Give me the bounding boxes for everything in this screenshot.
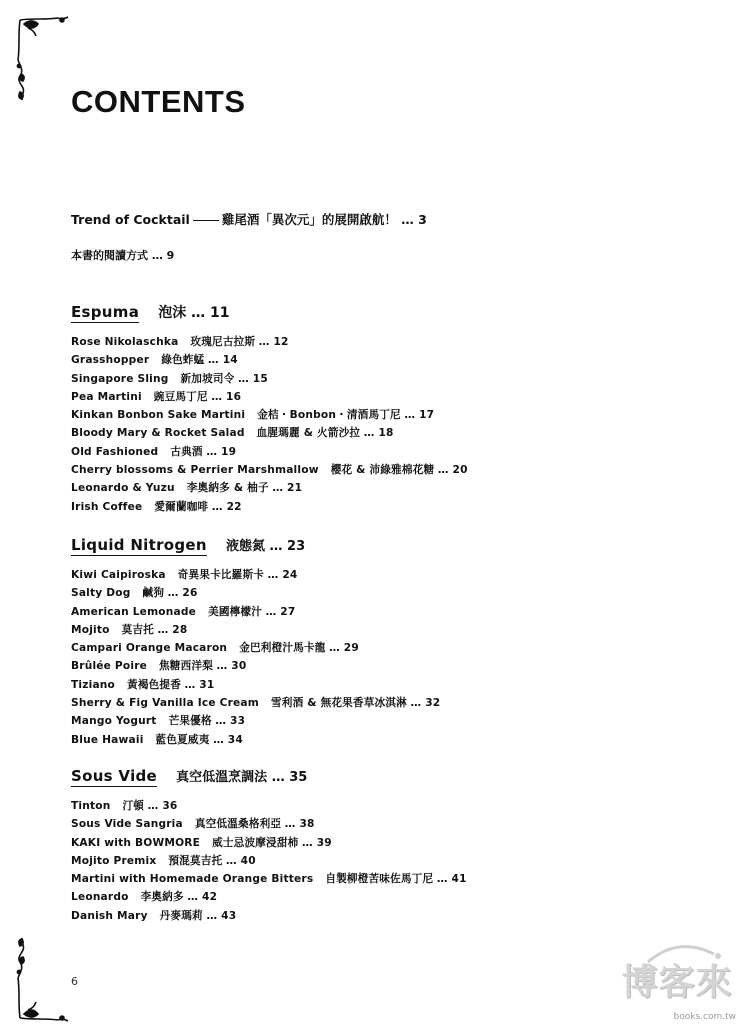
entry-title-zh: 鹹狗: [142, 587, 165, 600]
page-number: 6: [71, 975, 78, 988]
section-zh-text: 真空低溫烹調法: [176, 770, 268, 785]
section-liquid-nitrogen: [71, 535, 440, 749]
entry-title-en: American Lemonade: [71, 605, 197, 618]
intro-how-zh: 本書的閱讀方式: [71, 249, 148, 262]
entry-title-zh: 李奧納多: [140, 891, 184, 904]
entry-title-zh: 愛爾蘭咖啡: [154, 500, 209, 513]
entry-title-zh: 藍色夏威夷: [155, 733, 210, 746]
section-header: [71, 302, 468, 326]
toc-entry: [71, 424, 468, 442]
entry-title-en: Leonardo & Yuzu: [71, 482, 175, 495]
toc-entry: [71, 370, 468, 388]
toc-entry: [71, 639, 440, 657]
section-sous-vide: [71, 766, 467, 925]
entry-page: … 19: [206, 445, 237, 458]
entry-page: … 26: [167, 587, 198, 600]
entry-title-en: Kiwi Caipiroska: [71, 569, 166, 581]
toc-entry: [71, 333, 468, 351]
section-title-en: Espuma: [71, 303, 140, 321]
toc-intro-how-to-read: [71, 247, 174, 263]
entry-title-en: Sous Vide Sangria: [71, 818, 183, 831]
section-title-zh: [226, 535, 305, 554]
entry-page: … 43: [206, 909, 237, 922]
toc-entry: [71, 676, 440, 694]
entry-title-en: Rose Nikolaschka: [71, 336, 179, 348]
toc-entry: [71, 621, 440, 639]
entry-title-zh: 黃褐色提香: [127, 678, 181, 691]
entry-page: … 22: [211, 500, 242, 513]
section-title-zh: [176, 766, 307, 785]
entry-title-zh: 丹麥瑪莉: [159, 909, 203, 922]
entry-title-en: Kinkan Bonbon Sake Martini: [71, 409, 246, 422]
entry-title-en: Mojito: [71, 623, 110, 636]
entry-title-en: Irish Coffee: [71, 500, 143, 513]
entry-title-en: Tinton: [71, 800, 111, 812]
entry-title-en: Tiziano: [71, 678, 116, 691]
watermark-text: 博客來: [621, 962, 733, 1003]
watermark-url: books.com.tw: [673, 1012, 736, 1022]
entry-page: … 36: [147, 800, 178, 812]
intro-trend-zh: 雞尾酒「異次元」的展開啟航！: [221, 212, 397, 227]
entry-title-zh: 古典酒: [170, 445, 203, 458]
toc-intro-trend: [71, 210, 427, 228]
entry-title-zh: 血腥瑪麗 & 火箭沙拉: [256, 427, 361, 440]
entry-title-zh: 豌豆馬丁尼: [153, 390, 208, 403]
entry-title-en: Campari Orange Macaron: [71, 642, 228, 655]
entry-list: [71, 333, 468, 516]
corner-ornament-bottom: [14, 924, 74, 1024]
entry-title-en: Blue Hawaii: [71, 733, 144, 746]
entry-title-zh: 李奧納多 & 柚子: [186, 482, 269, 495]
toc-entry: [71, 888, 467, 906]
entry-title-en: Bloody Mary & Rocket Salad: [71, 427, 245, 440]
toc-entry: [71, 388, 468, 406]
intro-how-page: … 9: [151, 249, 175, 262]
entry-title-zh: 芒果優格: [168, 715, 212, 728]
entry-page: … 28: [157, 623, 188, 636]
entry-page: … 41: [436, 873, 467, 886]
entry-title-zh: 雪利酒 & 無花果香草冰淇淋: [270, 697, 407, 710]
entry-title-zh: 奇異果卡比羅斯卡: [177, 569, 265, 581]
entry-title-en: Sherry & Fig Vanilla Ice Cream: [71, 697, 259, 710]
toc-entry: [71, 351, 468, 369]
section-page: … 23: [269, 539, 306, 554]
intro-trend-en: Trend of Cocktail: [71, 212, 190, 227]
entry-title-en: Old Fashioned: [71, 445, 159, 458]
toc-entry: [71, 834, 467, 852]
section-page: … 11: [191, 305, 230, 321]
toc-entry: [71, 712, 440, 730]
entry-title-zh: 真空低溫桑格利亞: [194, 818, 282, 831]
entry-page: … 29: [329, 642, 359, 655]
entry-title-zh: 金巴利橙汁馬卡龍: [239, 642, 326, 655]
toc-entry: [71, 907, 467, 925]
entry-title-zh: 美國檸檬汁: [208, 605, 263, 618]
toc-entry: [71, 406, 468, 424]
intro-trend-page: … 3: [401, 212, 427, 227]
entry-title-zh: 預混莫吉托: [168, 854, 223, 867]
corner-ornament-top: [14, 14, 74, 114]
entry-title-zh: 莫吉托: [121, 623, 155, 636]
entry-page: … 38: [284, 818, 315, 831]
entry-page: … 40: [225, 854, 256, 867]
entry-page: … 17: [404, 409, 435, 422]
entry-title-zh: 玫瑰尼古拉斯: [190, 336, 256, 348]
toc-entry: [71, 657, 440, 675]
toc-entry: [71, 461, 468, 479]
entry-title-zh: 新加坡司令: [180, 372, 235, 385]
section-header: [71, 766, 467, 790]
entry-page: … 34: [213, 733, 243, 746]
entry-title-zh: 櫻花 & 沛綠雅棉花糖: [330, 464, 435, 477]
section-title-en: Liquid Nitrogen: [71, 536, 207, 554]
section-zh-text: 泡沫: [158, 305, 187, 321]
entry-title-en: Mango Yogurt: [71, 715, 157, 728]
section-espuma: [71, 302, 468, 516]
entry-page: … 32: [410, 697, 441, 710]
toc-entry: [71, 566, 440, 584]
entry-page: … 15: [238, 372, 268, 385]
entry-page: … 21: [272, 482, 303, 495]
entry-page: … 31: [184, 678, 215, 691]
entry-page: … 18: [363, 427, 394, 440]
entry-page: … 20: [437, 464, 468, 477]
toc-entry: [71, 584, 440, 602]
toc-entry: [71, 852, 467, 870]
entry-title-zh: 綠色蚱蜢: [161, 354, 205, 367]
entry-title-en: Singapore Sling: [71, 372, 169, 385]
toc-entry: [71, 731, 440, 749]
entry-title-zh: 威士忌波摩浸甜柿: [212, 836, 299, 849]
section-page: … 35: [271, 770, 308, 785]
entry-title-en: Danish Mary: [71, 909, 148, 922]
entry-title-zh: 焦糖西洋梨: [159, 660, 213, 673]
section-zh-text: 液態氮: [225, 539, 265, 554]
entry-page: … 27: [265, 605, 296, 618]
page-title: CONTENTS: [71, 84, 246, 119]
entry-title-en: Cherry blossoms & Perrier Marshmallow: [71, 464, 319, 477]
toc-entry: [71, 797, 467, 815]
entry-title-zh: 金桔・Bonbon・清酒馬丁尼: [257, 409, 401, 422]
em-dash: [193, 220, 219, 221]
entry-title-en: Brûlée Poire: [71, 660, 148, 673]
entry-page: … 16: [211, 390, 242, 403]
entry-title-en: KAKI with BOWMORE: [71, 836, 201, 849]
entry-list: [71, 566, 440, 749]
entry-page: … 14: [208, 354, 238, 367]
entry-title-zh: 自製柳橙苦味佐馬丁尼: [325, 873, 434, 886]
entry-title-en: Mojito Premix: [71, 854, 157, 867]
toc-entry: [71, 815, 467, 833]
entry-page: … 30: [216, 660, 247, 673]
entry-title-en: Grasshopper: [71, 354, 150, 367]
entry-list: [71, 797, 467, 925]
section-title-zh: [158, 302, 229, 322]
section-title-en: Sous Vide: [71, 767, 158, 785]
entry-title-en: Martini with Homemade Orange Bitters: [71, 873, 314, 886]
toc-entry: [71, 694, 440, 712]
entry-title-en: Salty Dog: [71, 587, 131, 600]
entry-title-en: Pea Martini: [71, 390, 142, 403]
entry-page: … 33: [215, 715, 246, 728]
entry-page: … 42: [187, 891, 218, 904]
toc-entry: [71, 479, 468, 497]
entry-page: … 12: [258, 336, 289, 348]
section-header: [71, 535, 440, 559]
entry-page: … 24: [267, 569, 298, 581]
toc-entry: [71, 870, 467, 888]
toc-entry: [71, 443, 468, 461]
toc-entry: [71, 603, 440, 621]
watermark-logo: [618, 932, 736, 1028]
entry-page: … 39: [302, 836, 332, 849]
entry-title-zh: 汀頓: [122, 800, 145, 812]
toc-entry: [71, 498, 468, 516]
entry-title-en: Leonardo: [71, 891, 129, 904]
